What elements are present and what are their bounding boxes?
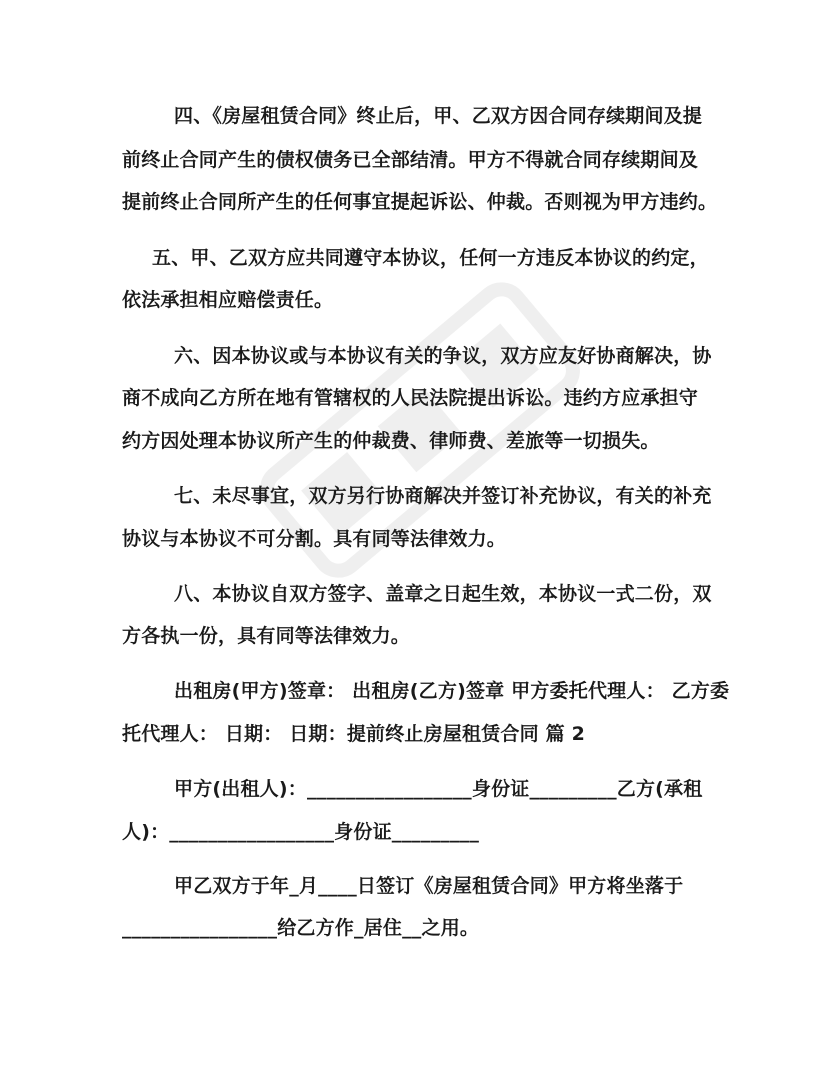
clause-5-line-2: 依法承担相应赔偿责任。 — [122, 289, 334, 311]
clause-6-line-1: 六、因本协议或与本协议有关的争议，双方应友好协商解决，协 — [174, 345, 712, 367]
clause-6-line-3: 约方因处理本协议所产生的仲裁费、律师费、差旅等一切损失。 — [122, 430, 660, 452]
signature-line-2: 托代理人： 日期： 日期：提前终止房屋租赁合同 篇 2 — [122, 723, 586, 745]
clause-7-line-1: 七、未尽事宜，双方另行协商解决并签订补充协议，有关的补充 — [174, 485, 712, 507]
clause-4-line-1: 四、《房屋租赁合同》终止后，甲、乙双方因合同存续期间及提 — [174, 105, 703, 127]
contract-intro-line-2: ________________给乙方作_居住__之用。 — [122, 917, 480, 939]
clause-7-line-2: 协议与本协议不可分割。具有同等法律效力。 — [122, 528, 507, 550]
clause-4-line-3: 提前终止合同所产生的任何事宜提起诉讼、仲裁。否则视为甲方违约。 — [122, 191, 718, 213]
contract-intro-line-1: 甲乙双方于年_月____日签订《房屋租赁合同》甲方将坐落于 — [174, 875, 684, 897]
clause-6-line-2: 商不成向乙方所在地有管辖权的人民法院提出诉讼。违约方应承担守 — [122, 387, 699, 409]
clause-8-line-1: 八、本协议自双方签字、盖章之日起生效，本协议一式二份，双 — [174, 583, 712, 605]
clause-4-line-2: 前终止合同产生的债权债务已全部结清。甲方不得就合同存续期间及 — [122, 149, 699, 171]
clause-8-line-2: 方各执一份，具有同等法律效力。 — [122, 625, 411, 647]
parties-line-1: 甲方(出租人)：_________________身份证_________乙方(承租 — [174, 778, 703, 800]
parties-line-2: 人)：_________________身份证_________ — [122, 821, 480, 843]
clause-5-line-1: 五、甲、乙双方应共同遵守本协议，任何一方违反本协议的约定， — [152, 247, 709, 269]
signature-line-1: 出租房(甲方)签章： 出租房(乙方)签章 甲方委托代理人： 乙方委 — [174, 680, 730, 702]
